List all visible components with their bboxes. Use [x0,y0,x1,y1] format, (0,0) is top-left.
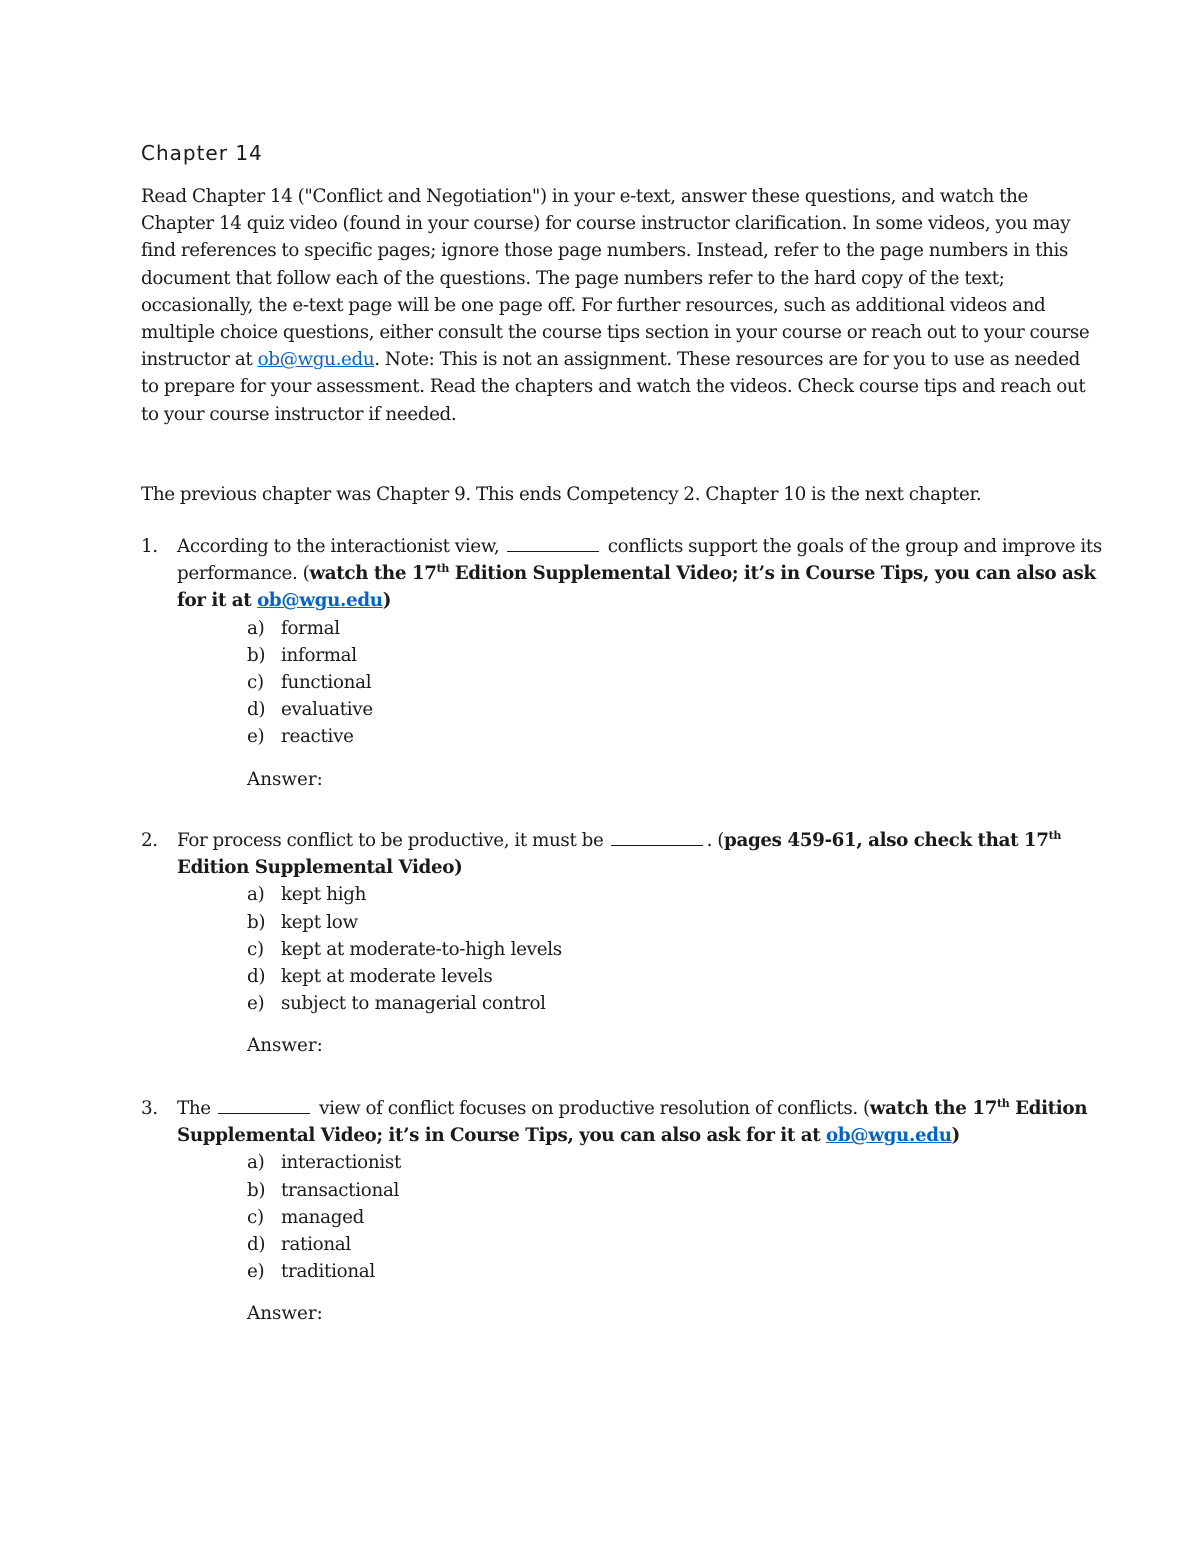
option-text: interactionist [281,1152,402,1174]
chapter-title: Chapter 14 [141,141,263,165]
option-item [247,1204,1121,1231]
superscript: th [1048,828,1062,842]
option-letter: e) [247,726,265,748]
option-letter: a) [247,617,265,639]
option-letter: b) [247,911,266,933]
option-item [247,723,1121,750]
option-text: managed [281,1206,365,1228]
option-letter: e) [247,993,265,1015]
option-item [247,990,1121,1017]
question-number: 1. [141,536,158,557]
option-item [247,1231,1121,1258]
reference-close: ) [382,590,392,612]
reference-close: ) [951,1125,960,1147]
option-text: kept high [281,884,367,906]
option-item [247,669,1121,696]
option-item [247,963,1121,990]
intro-paragraph [141,183,1101,428]
option-letter: d) [247,966,266,988]
intro-text-part2: . Note: This is not an assignment. These resources are for you to use as needed to prepare for your assessment. Read the chapters and watch the videos. Check course tips and reach out to your course instructor if needed. [141,349,1086,425]
question-number: 2. [141,830,158,851]
options-list [141,1149,1121,1285]
stem-before: According to the interactionist view, [177,536,500,557]
reference-text-b: Edition Supplemental Video; it’s in Course Tips, you can also ask for it at [177,1098,1088,1147]
stem-before: The [177,1098,211,1119]
intro-text-part1: Read Chapter 14 ("Conflict and Negotiation") in your e-text, answer these questions, and watch the Chapter 14 quiz video (found in your course) for course instructor clarification. In some videos, you may find references to specific pages; ignore those page numbers. Instead, refer to the page numbers in this document that follow each of the questions. The page numbers refer to the hard copy of the text; occasionally, the e-text page will be one page off. For further resources, such as additional videos and multiple choice questions, either consult the course tips section in your course or reach out to your course instructor at [141,186,1090,371]
option-letter: b) [247,1179,266,1201]
option-letter: d) [247,699,266,721]
question-text [177,1095,1121,1149]
option-item [247,936,1121,963]
stem-before: For process conflict to be productive, it must be [177,830,604,851]
superscript: th [436,562,449,576]
option-letter: b) [247,644,266,666]
option-text: informal [281,644,357,666]
previous-chapter-note: The previous chapter was Chapter 9. This ends Competency 2. Chapter 10 is the next chapter. [141,484,982,505]
reference-text-b: Edition Supplemental Video; it’s in Course Tips, you can also ask for it at [177,563,1096,612]
question-stem [141,827,1121,881]
question-2 [141,827,1121,1060]
answer-label: Answer: [247,1303,323,1325]
option-item [247,642,1121,669]
option-letter: a) [247,1152,265,1174]
reference-text-a: watch the 17 [869,1098,997,1119]
option-letter: c) [247,1206,264,1228]
question-stem [141,533,1121,615]
stem-after: . ( [706,830,725,851]
stem-after: view of conflict focuses on productive resolution of conflicts. ( [319,1098,870,1119]
option-item [247,909,1121,936]
email-link[interactable]: ob@wgu.edu [826,1125,952,1147]
option-item [247,881,1121,908]
option-text: formal [281,617,340,639]
option-letter: c) [247,938,264,960]
option-text: reactive [281,726,354,748]
question-3 [141,1095,1121,1328]
reference-text [177,563,1096,611]
question-stem [141,1095,1121,1149]
option-text: kept at moderate levels [281,966,493,988]
option-item [247,1258,1121,1285]
option-letter: d) [247,1234,266,1256]
option-text: evaluative [281,699,373,721]
option-item [247,615,1121,642]
option-text: transactional [281,1179,400,1201]
question-number: 3. [141,1098,158,1119]
option-text: rational [281,1234,351,1256]
option-letter: a) [247,884,265,906]
option-text: traditional [281,1261,375,1283]
question-1 [141,533,1121,793]
option-text: functional [281,672,372,694]
option-item [247,1177,1121,1204]
option-text: kept low [281,911,358,933]
answer-label: Answer: [247,768,323,790]
reference-text-a: pages 459-61, also check that 17 [724,830,1049,851]
reference-text-b: Edition Supplemental Video) [177,857,463,879]
stem-after: conflicts support the goals of the group and improve its performance. ( [177,536,1102,585]
option-item [247,696,1121,723]
options-list [141,881,1121,1017]
option-text: kept at moderate-to-high levels [281,938,562,960]
question-text [177,827,1121,881]
email-link[interactable]: ob@wgu.edu [257,590,383,612]
option-text: subject to managerial control [281,993,546,1015]
answer-label: Answer: [247,1035,323,1057]
options-list [141,615,1121,751]
superscript: th [996,1096,1010,1110]
option-letter: c) [247,672,264,694]
option-letter: e) [247,1261,265,1283]
answer-blank [507,534,599,552]
reference-text-a: watch the 17 [309,563,437,585]
email-link[interactable]: ob@wgu.edu [257,349,375,371]
answer-blank [218,1096,310,1114]
answer-blank [611,828,703,846]
question-text [177,533,1121,615]
option-item [247,1149,1121,1176]
